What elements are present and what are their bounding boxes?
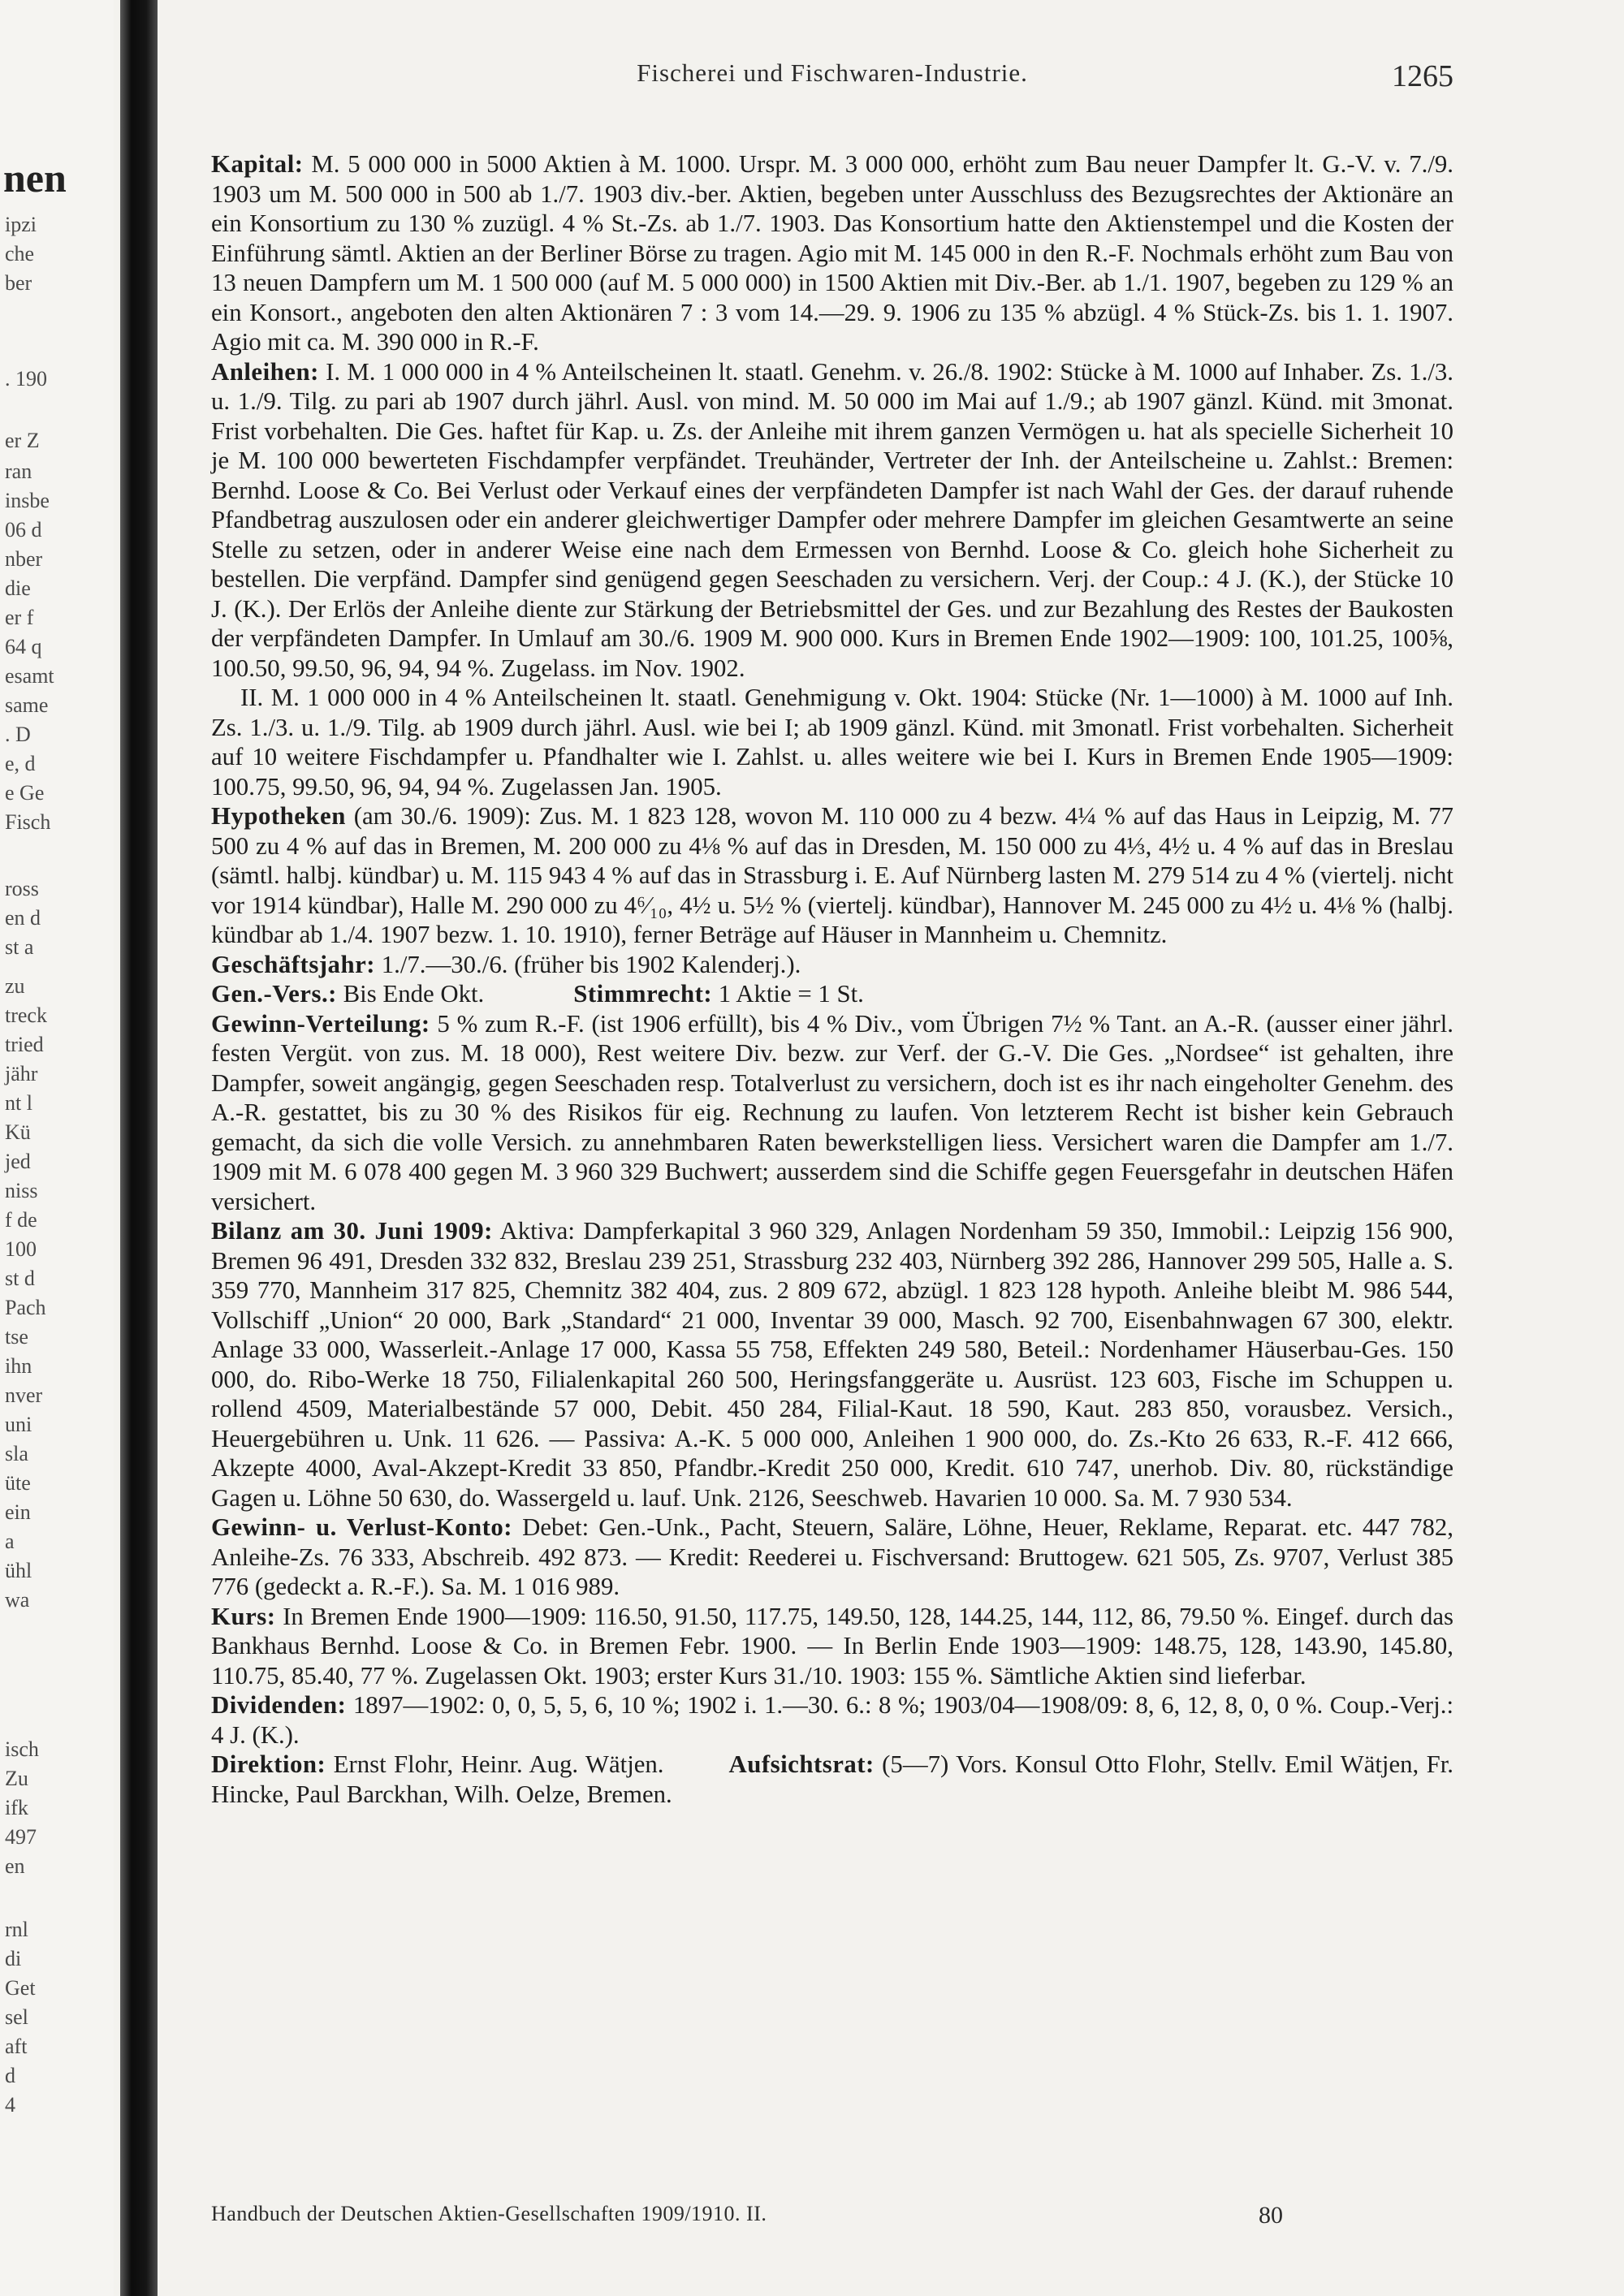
section-label: Bilanz am 30. Juni 1909:: [211, 1217, 493, 1245]
book-spine-shadow: [120, 0, 158, 2296]
section-label: Gen.-Vers.:: [211, 980, 337, 1008]
section-bilanz: [211, 1216, 1453, 1513]
section-text: 1./7.—30./6. (früher bis 1902 Kalenderj.).: [375, 950, 801, 978]
facing-fragment: ifk: [5, 1796, 28, 1819]
facing-fragment: esamt: [5, 664, 54, 688]
facing-fragment: treck: [5, 1003, 47, 1027]
facing-fragment: 4: [5, 2093, 15, 2117]
facing-fragment: tried: [5, 1033, 44, 1056]
section-dividenden: [211, 1690, 1453, 1750]
section-gewinn-verteilung: [211, 1009, 1453, 1217]
facing-fragment: 497: [5, 1825, 37, 1849]
facing-fragment: isch: [5, 1737, 39, 1761]
facing-fragment: di: [5, 1947, 22, 1970]
facing-fragment: er f: [5, 606, 34, 629]
section-label: Geschäftsjahr:: [211, 950, 376, 978]
facing-fragment: jed: [5, 1150, 31, 1173]
facing-fragment: en d: [5, 906, 41, 930]
section-label: Anleihen:: [211, 357, 319, 386]
facing-fragment: wa: [5, 1588, 30, 1612]
section-text: (am 30./6. 1909): Zus. M. 1 823 128, wovon M. 110 000 zu 4 bezw. 4¼ % auf das Haus in Leipzig, M. 77 500 zu 4 % auf das in Bremen, M. 200 000 zu 4⅛ % auf das in Dresden, M. 150 000 zu 4⅓, 4½ u. 4 % auf das in Breslau (sämtl. halbj. kündbar) u. M. 115 943 4 % auf das in Strassburg i. E. Auf Nürnberg lasten M. 279 514 zu 4 % (viertelj. nicht vor 1914 kündbar), Halle M. 290 000 zu 4⁶⁄₁₀, 4½ u. 5½ % (viertelj. kündbar), Hannover M. 245 000 zu 4½ u. 4⅛ % (halbj. kündbar ab 1./4. 1907 bezw. 1. 10. 1910), ferner Beträge auf Häuser in Mannheim u. Chemnitz.: [211, 802, 1453, 948]
facing-fragment: ross: [5, 877, 39, 900]
facing-fragment: sel: [5, 2005, 28, 2029]
section-kapital: [211, 149, 1453, 357]
page-number: 1265: [1392, 59, 1453, 93]
facing-fragment: 100: [5, 1237, 37, 1261]
facing-fragment: Pach: [5, 1296, 46, 1319]
facing-fragment: rnl: [5, 1918, 28, 1941]
page-title: Fischerei und Fischwaren-Industrie.: [637, 58, 1028, 87]
section-text: 1 Aktie = 1 St.: [712, 980, 864, 1008]
facing-page-fragments: [0, 0, 114, 2296]
document-page: [211, 58, 1453, 1809]
section-label: Kurs:: [211, 1602, 276, 1630]
facing-fragment: Zu: [5, 1767, 28, 1790]
facing-fragment: nt l: [5, 1091, 32, 1115]
facing-fragment: Kü: [5, 1120, 31, 1144]
section-label: Dividenden:: [211, 1691, 347, 1719]
facing-fragment: uni: [5, 1413, 32, 1436]
facing-fragment: . D: [5, 723, 31, 746]
facing-fragment: 06 d: [5, 518, 42, 542]
section-text: Bis Ende Okt.: [336, 980, 485, 1008]
facing-fragment: d: [5, 2064, 15, 2087]
facing-fragment: st a: [5, 935, 34, 959]
section-text: Aktiva: Dampferkapital 3 960 329, Anlagen Nordenham 59 350, Immobil.: Leipzig 156 900, Bremen 96 491, Dresden 332 832, Breslau 239 251, Strassburg 232 403, Nürnberg 392 286, Hannover 299 505, Halle a. S. 359 770, Mannheim 317 825, Chemnitz 382 404, zus. 2 809 672, abzügl. 1 823 128 hypoth. Anleihe bleibt M. 986 544, Vollschiff „Union“ 20 000, Bark „Standard“ 21 000, Inventar 39 000, Masch. 92 700, Eisenbahnwagen 67 300, elektr. Anlage 33 000, Wasserleit.-Anlage 17 000, Kassa 55 758, Effekten 249 580, Beteil.: Nordenhamer Häuserbau-Ges. 150 000, do. Ribo-Werke 18 750, Filialenkapital 260 500, Heringsfanggeräte u. Ausrüst. 123 603, Fische im Schuppen u. rollend 4509, Materialbestände 57 000, Debit. 450 284, Filial-Kaut. 18 590, Kaut. 283 850, vorausbez. Versich., Heuergebühren u. Unk. 11 626. — Passiva: A.-K. 5 000 000, Anleihen 1 900 000, do. Zs.-Kto 26 633, R.-F. 412 666, Akzepte 4000, Aval-Akzept-Kredit 33 850, Pfandbr.-Kredit 250 000, Kredit. 610 747, unerhob. Div. 80, rückständige Gagen u. Löhne 50 630, do. Wassergeld u. lauf. Unk. 2126, Seeschweb. Havarien 10 000. Sa. M. 7 930 534.: [211, 1217, 1453, 1512]
section-label: Gewinn- u. Verlust-Konto:: [211, 1513, 513, 1541]
section-kurs: [211, 1602, 1453, 1691]
facing-fragment: st d: [5, 1267, 35, 1290]
facing-fragment: e, d: [5, 752, 36, 775]
section-text: 5 % zum R.-F. (ist 1906 erfüllt), bis 4 % Div., vom Übrigen 7½ % Tant. an A.-R. (ausser einer jährl. festen Vergüt. von zus. M. 18 000), Rest weitere Div. bezw. zur Verf. der G.-V. Die Ges. „Nordsee“ ist gehalten, ihre Dampfer, soweit angängig, gegen Seeschaden resp. Totalverlust zu versichern, doch ist es ihr nach eingeholter Genehm. des A.-R. gestattet, bis zu 30 % des Risikos für eig. Rechnung zu laufen. Von letzterem Recht ist bisher kein Gebrauch gemacht, da sich die volle Versich. zu annehmbaren Raten bewerkstelligen liess. Versichert waren die Dampfer am 1./7. 1909 mit M. 6 078 400 gegen M. 3 960 329 Buchwert; ausserdem sind die Schiffe gegen Feuersgefahr in deutschen Häfen versichert.: [211, 1009, 1453, 1215]
section-gen-vers: [211, 979, 1453, 1009]
section-label: Hypotheken: [211, 802, 346, 830]
section-text: M. 5 000 000 in 5000 Aktien à M. 1000. Urspr. M. 3 000 000, erhöht zum Bau neuer Dampfer lt. G.-V. v. 7./9. 1903 um M. 500 000 in 500 ab 1./7. 1903 div.-ber. Aktien, begeben unter Ausschluss des Bezugsrechtes der Aktionäre an ein Konsortium zu 130 % zuzügl. 4 % St.-Zs. ab 1./7. 1903. Das Konsortium hatte den Aktienstempel und die Kosten der Einführung sämtl. Aktien an der Berliner Börse zu tragen. Agio mit M. 145 000 in den R.-F. Nochmals erhöht zum Bau von 13 neuen Dampfern um M. 1 500 000 (auf M. 5 000 000) in 1500 Aktien mit Div.-Ber. ab 1./1. 1907, begeben zu 129 % an ein Konsort., angeboten den alten Aktionären 7 : 3 vom 14.—29. 9. 1906 zu 135 % abzügl. 4 % Stück-Zs. bis 1. 1. 1907. Agio mit ca. M. 390 000 in R.-F.: [211, 150, 1453, 356]
facing-fragment: nver: [5, 1383, 43, 1407]
section-gewinn-verlust: [211, 1513, 1453, 1602]
section-label: Gewinn-Verteilung:: [211, 1009, 430, 1038]
facing-fragment: ein: [5, 1500, 31, 1524]
section-label: Stimmrecht:: [573, 980, 713, 1008]
footer-signature: 80: [1259, 2202, 1283, 2229]
section-label: Kapital:: [211, 150, 304, 178]
section-geschaeftsjahr: [211, 950, 1453, 980]
section-text: I. M. 1 000 000 in 4 % Anteilscheinen lt. staatl. Genehm. v. 26./8. 1902: Stücke à M. 1000 auf Inhaber. Zs. 1./3. u. 1./9. Tilg. zu pari ab 1907 durch jährl. Ausl. von mind. M. 50 000 im Mai auf 1./9.; ab 1907 gänzl. Künd. mit 3monat. Frist vorbehalten. Die Ges. haftet für Kap. u. Zs. der Anleihe mit ihrem ganzen Vermögen u. hat als specielle Sicherheit 10 je M. 100 000 bewerteten Fischdampfer verpfändet. Treuhänder, Vertreter der Inh. der Anteilscheine u. Zahlst.: Bremen: Bernhd. Loose & Co. Bei Verlust oder Verkauf eines der verpfändeten Dampfer ist nach Wahl der Ges. der darauf ruhende Pfandbetrag auszulosen oder ein anderer gleichwertiger Dampfer oder mehrere Dampfer im gleichen Gesamtwerte an seine Stelle zu setzen, oder in anderer Weise eine nach dem Ermessen von Bernhd. Loose & Co. gleich hohe Sicherheit zu bestellen. Die verpfänd. Dampfer sind genügend gegen Seeschaden zu versichern. Verj. der Coup.: 4 J. (K.), der Stücke 10 J. (K.). Der Erlös der Anleihe diente zur Stärkung der Betriebsmittel der Ges. und zur Bezahlung des Restes der Baukosten der verpfändeten Dampfer. In Umlauf am 30./6. 1909 M. 900 000. Kurs in Bremen Ende 1902—1909: 100, 101.25, 100⅝, 100.50, 99.50, 96, 94, 94 %. Zugelass. im Nov. 1902.: [211, 357, 1453, 682]
facing-fragment: tse: [5, 1325, 28, 1349]
facing-fragment: nber: [5, 547, 43, 571]
facing-fragment: a: [5, 1530, 15, 1553]
facing-fragment: ühl: [5, 1559, 32, 1582]
facing-fragment: die: [5, 576, 31, 600]
section-text: II. M. 1 000 000 in 4 % Anteilscheinen lt. staatl. Genehmigung v. Okt. 1904: Stücke (Nr. 1—1000) à M. 1000 auf Inh. Zs. 1./3. u. 1./9. Tilg. ab 1909 durch jährl. Ausl. wie bei I; ab 1909 gänzl. Künd. mit 3monatl. Frist vorbehalten. Sicherheit auf 10 weitere Fischdampfer u. Pfandhalter wie I. Zahlst. u. alles weitere wie bei I. Kurs in Bremen Ende 1905—1909: 100.75, 99.50, 96, 94, 94 %. Zugelassen Jan. 1905.: [211, 684, 1453, 801]
facing-fragment: . 190: [5, 367, 47, 391]
section-text: Debet: Gen.-Unk., Pacht, Steuern, Saläre, Löhne, Heuer, Reklame, Reparat. etc. 447 782, Anleihe-Zs. 76 333, Abschreib. 492 873. — Kredit: Reederei u. Fischversand: Bruttogew. 621 505, Zs. 9707, Verlust 385 776 (gedeckt a. R.-F.). Sa. M. 1 016 989.: [211, 1513, 1453, 1600]
running-header: [211, 58, 1453, 107]
facing-fragment: Fisch: [5, 810, 51, 834]
facing-fragment: zu: [5, 974, 25, 998]
facing-fragment: 64 q: [5, 635, 42, 658]
facing-fragment: üte: [5, 1471, 31, 1495]
facing-fragment: jähr: [5, 1062, 38, 1085]
facing-fragment: ber: [5, 271, 32, 295]
section-text: 1897—1902: 0, 0, 5, 5, 6, 10 %; 1902 i. 1.—30. 6.: 8 %; 1903/04—1908/09: 8, 6, 12, 8, 0, 0 %. Coup.-Verj.: 4 J. (K.).: [211, 1691, 1453, 1749]
facing-fragment: ihn: [5, 1354, 32, 1378]
section-direktion: [211, 1750, 1453, 1809]
section-anleihen-i: [211, 357, 1453, 684]
section-hypotheken: [211, 801, 1453, 950]
facing-fragment: en: [5, 1854, 25, 1878]
facing-fragment: ipzi: [5, 213, 37, 236]
section-label: Aufsichtsrat:: [728, 1750, 875, 1778]
facing-fragment: e Ge: [5, 781, 45, 805]
facing-fragment: insbe: [5, 489, 50, 512]
facing-fragment: f de: [5, 1208, 37, 1232]
facing-fragment: nen: [3, 155, 67, 201]
facing-fragment: ran: [5, 460, 32, 483]
section-anleihen-ii: [211, 683, 1453, 801]
footer-source: Handbuch der Deutschen Aktien-Gesellschaften 1909/1910. II.: [211, 2202, 767, 2225]
section-text: In Bremen Ende 1900—1909: 116.50, 91.50, 117.75, 149.50, 128, 144.25, 144, 112, 86, 79.50 %. Eingef. durch das Bankhaus Bernhd. Loose & Co. in Bremen Febr. 1900. — In Berlin Ende 1903—1909: 148.75, 128, 143.90, 145.80, 110.75, 85.40, 77 %. Zugelassen Okt. 1903; erster Kurs 31./10. 1903: 155 %. Sämtliche Aktien sind lieferbar.: [211, 1602, 1453, 1690]
section-text: Ernst Flohr, Heinr. Aug. Wätjen.: [326, 1750, 664, 1778]
company-entry: [211, 149, 1453, 1809]
facing-fragment: same: [5, 693, 49, 717]
facing-fragment: che: [5, 242, 35, 265]
facing-fragment: Get: [5, 1976, 36, 2000]
facing-fragment: niss: [5, 1179, 38, 1202]
section-label: Direktion:: [211, 1750, 326, 1778]
facing-fragment: aft: [5, 2035, 28, 2058]
facing-fragment: er Z: [5, 429, 40, 452]
section-text: (5—7) Vors. Konsul Otto Flohr, Stellv. Emil Wätjen, Fr. Hincke, Paul Barckhan, Wilh. Oelze, Bremen.: [211, 1750, 1453, 1808]
facing-fragment: sla: [5, 1442, 28, 1465]
